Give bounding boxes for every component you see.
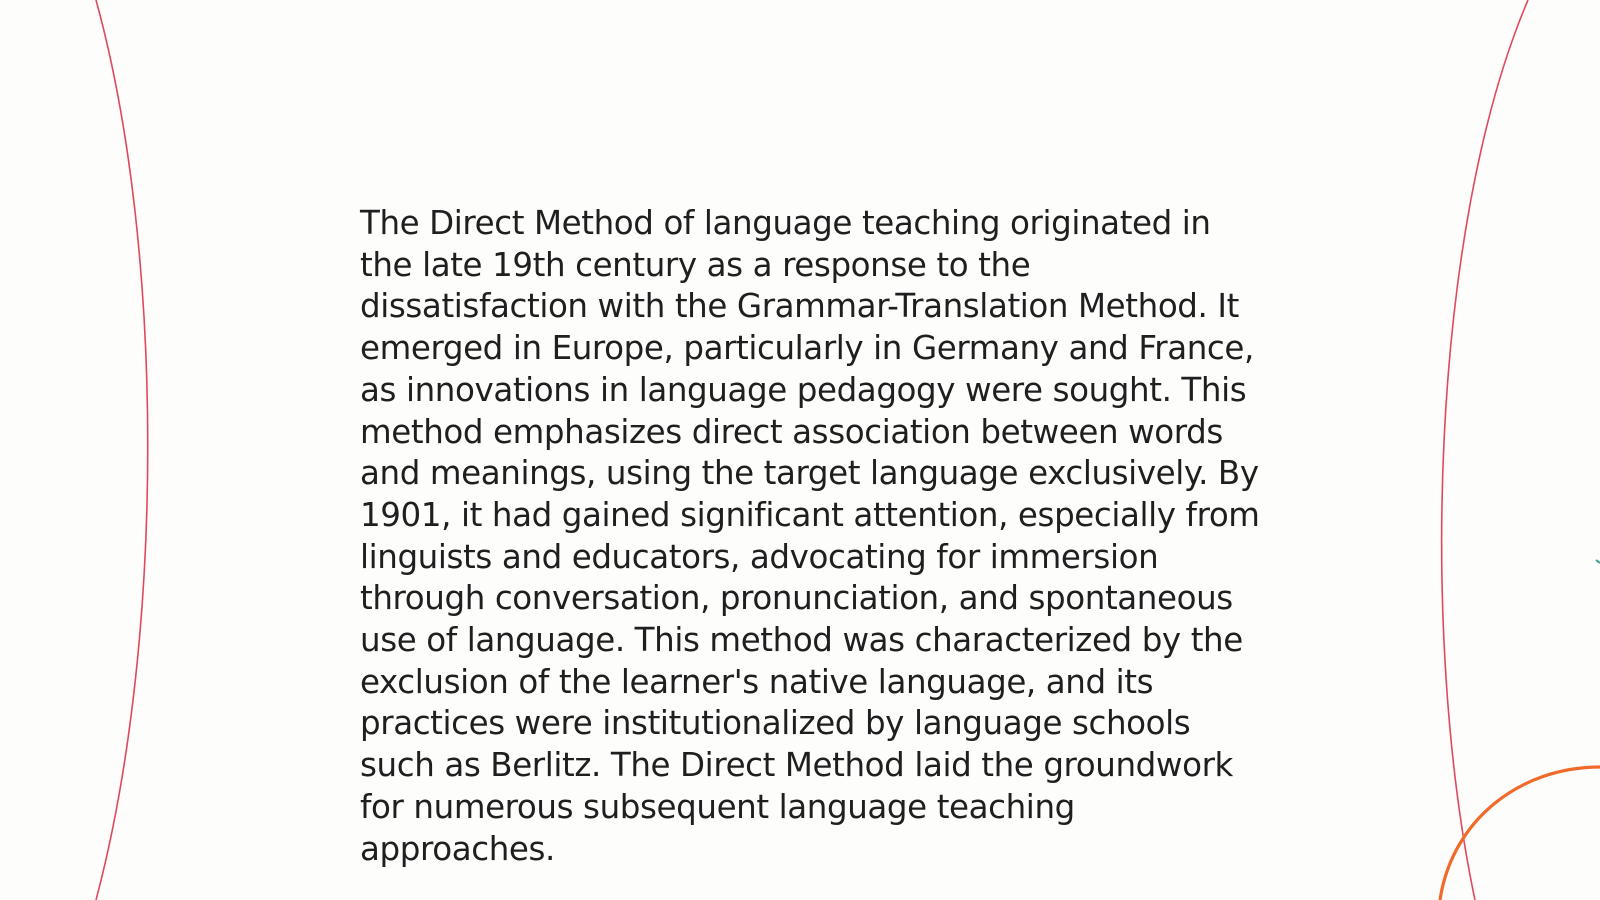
teal-accent-mark [1596,560,1600,563]
orange-circle-arc [1440,767,1600,900]
body-paragraph: The Direct Method of language teaching originated in the late 19th century as a response to the dissatisfaction with the Grammar-Translation Method. It emerged in Europe, particularly in Germany and France, as innovations in language pedagogy were sought. This method emphasizes direct association between words and meanings, using the target language exclusively. By 1901, it had gained significant attention, especially from linguists and educators, advocating for immersion through conversation, pronunciation, and spontaneous use of language. This method was characterized by the exclusion of the learner's native language, and its practices were institutionalized by language schools such as Berlitz. The Direct Method laid the groundwork for numerous subsequent language teaching approaches. [360,204,1260,868]
left-red-arc [96,0,148,900]
right-red-arc [1442,0,1528,900]
